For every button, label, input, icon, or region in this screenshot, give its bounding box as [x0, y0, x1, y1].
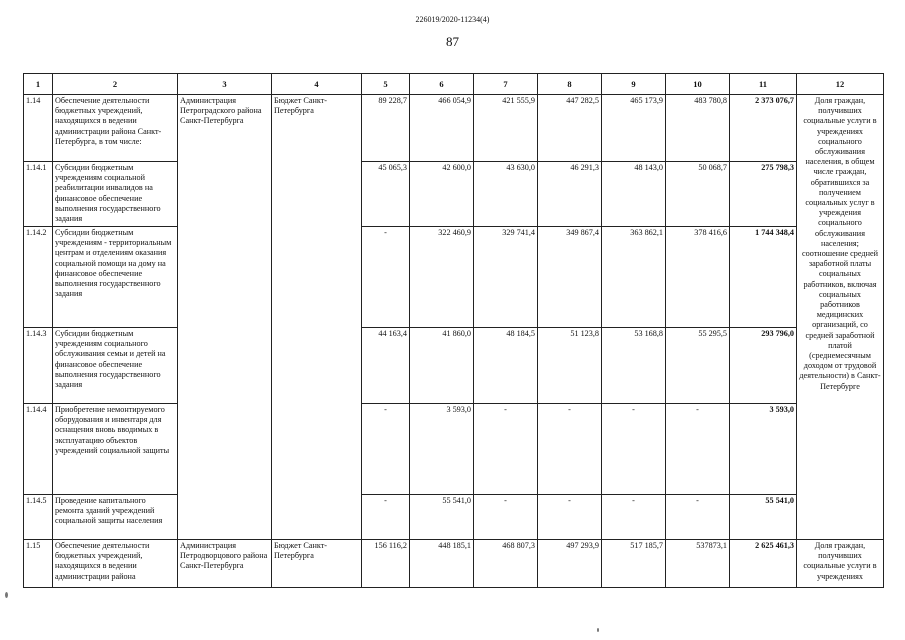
col-header-5: 5 — [362, 74, 410, 95]
value-col6: 55 541,0 — [410, 495, 474, 540]
value-col8: - — [538, 404, 602, 495]
value-total: 275 798,3 — [730, 162, 797, 227]
value-col5: 156 116,2 — [362, 540, 410, 588]
value-col9: 53 168,8 — [602, 328, 666, 404]
row-id: 1.14.5 — [24, 495, 53, 540]
col-header-7: 7 — [474, 74, 538, 95]
document-number: 226019/2020-11234(4) — [415, 15, 490, 24]
value-col10: - — [666, 404, 730, 495]
value-col6: 448 185,1 — [410, 540, 474, 588]
row-id: 1.14.3 — [24, 328, 53, 404]
value-col5: - — [362, 495, 410, 540]
value-col7: 48 184,5 — [474, 328, 538, 404]
table-row — [24, 328, 884, 404]
value-col10: 483 780,8 — [666, 95, 730, 162]
table-row — [24, 162, 884, 227]
value-col5: 89 228,7 — [362, 95, 410, 162]
indicator-text: Доля граждан, получивших социальные услуги в учреждениях социального обслуживания населения, в общем числе граждан, обратившихся за получением социальных услуг в учреждения социального обслуживания населения; соотношение средней заработной платы социальных работников, включая социальных работников медицинских организаций, со средней заработной платой (среднемесячным доходом от трудовой деятельности) в Санкт-Петербурге — [797, 95, 884, 540]
col-header-1: 1 — [24, 74, 53, 95]
row-description: Субсидии бюджетным учреждениям социальной реабилитации инвалидов на финансовое обеспечение выполнения государственного задания — [53, 162, 178, 227]
value-col5: - — [362, 227, 410, 328]
value-col9: 48 143,0 — [602, 162, 666, 227]
col-header-2: 2 — [53, 74, 178, 95]
value-total: 55 541,0 — [730, 495, 797, 540]
administrator: Администрация Петроградского района Санкт-Петербурга — [178, 95, 272, 540]
value-col8: 349 867,4 — [538, 227, 602, 328]
value-col10: 537873,1 — [666, 540, 730, 588]
row-id: 1.14.4 — [24, 404, 53, 495]
row-id: 1.15 — [24, 540, 53, 588]
col-header-3: 3 — [178, 74, 272, 95]
financing-table — [23, 73, 884, 588]
value-col5: 44 163,4 — [362, 328, 410, 404]
value-col8: 447 282,5 — [538, 95, 602, 162]
value-col6: 3 593,0 — [410, 404, 474, 495]
table-row — [24, 540, 884, 588]
scan-mark — [5, 592, 8, 598]
value-col8: - — [538, 495, 602, 540]
administrator: Администрация Петродворцового района Санкт-Петербурга — [178, 540, 272, 588]
value-col7: 421 555,9 — [474, 95, 538, 162]
value-total: 2 373 076,7 — [730, 95, 797, 162]
funding-source: Бюджет Санкт-Петербурга — [272, 540, 362, 588]
value-col8: 497 293,9 — [538, 540, 602, 588]
funding-source: Бюджет Санкт-Петербурга — [272, 95, 362, 540]
value-total: 2 625 461,3 — [730, 540, 797, 588]
value-col5: 45 065,3 — [362, 162, 410, 227]
value-col5: - — [362, 404, 410, 495]
value-col7: - — [474, 495, 538, 540]
value-col6: 42 600,0 — [410, 162, 474, 227]
col-header-8: 8 — [538, 74, 602, 95]
value-col10: 50 068,7 — [666, 162, 730, 227]
value-total: 1 744 348,4 — [730, 227, 797, 328]
value-total: 293 796,0 — [730, 328, 797, 404]
row-description: Субсидии бюджетным учреждениям - территориальным центрам и отделениям оказания социальной помощи на дому на финансовое обеспечение выполнения государственного задания — [53, 227, 178, 328]
value-col7: 43 630,0 — [474, 162, 538, 227]
value-total: 3 593,0 — [730, 404, 797, 495]
table-row — [24, 95, 884, 162]
scan-mark — [597, 628, 599, 632]
value-col7: 468 807,3 — [474, 540, 538, 588]
value-col9: 363 862,1 — [602, 227, 666, 328]
table-row — [24, 495, 884, 540]
row-description: Приобретение немонтируемого оборудования и инвентаря для оснащения вновь вводимых в эксплуатацию объектов учреждений социальной защиты — [53, 404, 178, 495]
row-description: Обеспечение деятельности бюджетных учреждений, находящихся в ведении администрации района — [53, 540, 178, 588]
value-col9: 465 173,9 — [602, 95, 666, 162]
indicator-text: Доля граждан, получивших социальные услуги в учреждениях — [797, 540, 884, 588]
value-col9: - — [602, 495, 666, 540]
row-description: Проведение капитального ремонта зданий учреждений социальной защиты населения — [53, 495, 178, 540]
value-col9: 517 185,7 — [602, 540, 666, 588]
table-row — [24, 227, 884, 328]
value-col6: 322 460,9 — [410, 227, 474, 328]
page-number: 87 — [446, 34, 459, 49]
row-id: 1.14.2 — [24, 227, 53, 328]
col-header-4: 4 — [272, 74, 362, 95]
col-header-10: 10 — [666, 74, 730, 95]
col-header-12: 12 — [797, 74, 884, 95]
value-col8: 51 123,8 — [538, 328, 602, 404]
row-description: Субсидии бюджетным учреждениям социального обслуживания семьи и детей на финансовое обеспечение выполнения государственного задания — [53, 328, 178, 404]
value-col7: - — [474, 404, 538, 495]
col-header-11: 11 — [730, 74, 797, 95]
value-col9: - — [602, 404, 666, 495]
col-header-6: 6 — [410, 74, 474, 95]
value-col10: 55 295,5 — [666, 328, 730, 404]
value-col10: - — [666, 495, 730, 540]
row-description: Обеспечение деятельности бюджетных учреждений, находящихся в ведении администрации района Санкт-Петербурга, в том числе: — [53, 95, 178, 162]
value-col10: 378 416,6 — [666, 227, 730, 328]
value-col8: 46 291,3 — [538, 162, 602, 227]
table-row — [24, 404, 884, 495]
value-col7: 329 741,4 — [474, 227, 538, 328]
row-id: 1.14 — [24, 95, 53, 162]
value-col6: 466 054,9 — [410, 95, 474, 162]
value-col6: 41 860,0 — [410, 328, 474, 404]
header-row — [24, 74, 884, 95]
row-id: 1.14.1 — [24, 162, 53, 227]
col-header-9: 9 — [602, 74, 666, 95]
